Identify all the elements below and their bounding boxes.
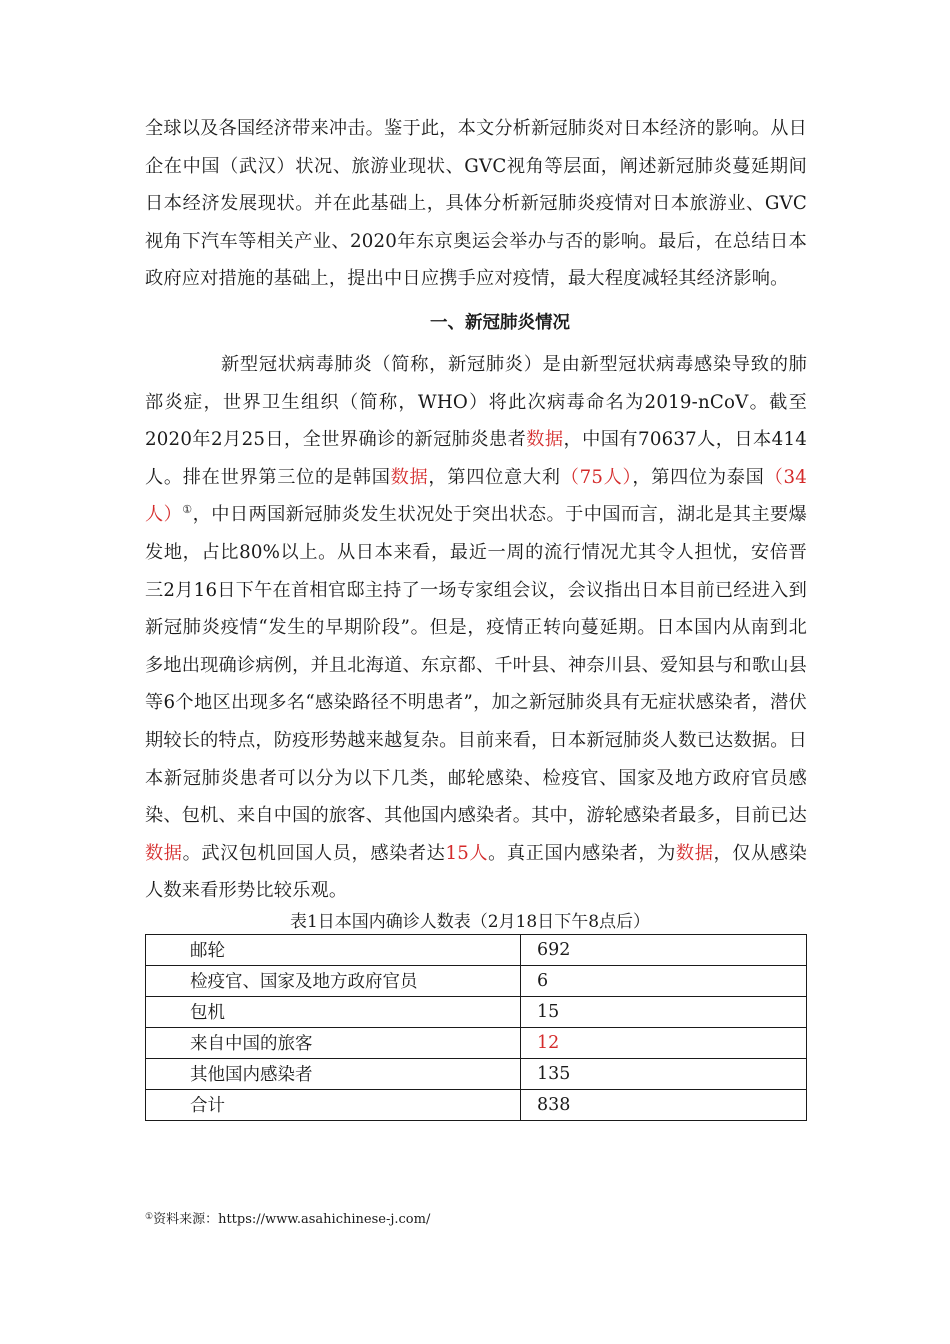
table-row (146, 1058, 807, 1089)
table-row (146, 934, 807, 965)
row-label: 合计 (146, 1089, 521, 1120)
document-page (145, 110, 807, 1121)
highlight-text: （75人） (560, 466, 633, 488)
footnote-reference[interactable]: ① (182, 503, 193, 517)
row-label: 包机 (146, 996, 521, 1027)
body-text: 新型冠状病毒肺炎（简称，新冠肺炎）是由新型冠状病毒感染导致的肺部炎症，世界卫生组织（简称，WHO）将此次病毒命名为2019-nCoV。截至2020年2月25日，全世界确诊的新冠肺炎患者 (145, 353, 807, 451)
highlight-text: 数据 (390, 466, 429, 488)
row-value: 135 (521, 1058, 807, 1089)
highlight-text: （34人） (145, 466, 808, 526)
highlight-text: 数据 (145, 842, 183, 864)
section-body-paragraph (145, 346, 807, 910)
body-text: ，中日两国新冠肺炎发生状况处于突出状态。于中国而言，湖北是其主要爆发地，占比80%以上。从日本来看，最近一周的流行情况尤其令人担忧，安倍晋三2月16日下午在首相官邸主持了一场专家组会议，会议指出日本目前已经进入到新冠肺炎疫情“发生的早期阶段”。但是，疫情正转向蔓延期。日本国内从南到北多地出现确诊病例，并且北海道、东京都、千叶县、神奈川县、爱知县与和歌山县等6个地区出现多名“感染路径不明患者”，加之新冠肺炎具有无症状感染者，潜伏期较长的特点，防疫形势越来越复杂。目前来看，日本新冠肺炎人数已达数据。日本新冠肺炎患者可以分为以下几类，邮轮感染、检疫官、国家及地方政府官员感染、包机、来自中国的旅客、其他国内感染者。其中，游轮感染者最多，目前已达 (145, 504, 808, 827)
highlight-text: 数据 (526, 429, 564, 451)
row-label: 来自中国的旅客 (146, 1027, 521, 1058)
body-text: ，中国有70637人，日本414人。排在世界第三位的是韩国 (145, 429, 807, 488)
row-label: 检疫官、国家及地方政府官员 (146, 965, 521, 996)
footnote-marker: ① (145, 1212, 154, 1222)
body-text: 。真正国内感染者，为 (488, 842, 676, 864)
row-value: 15 (521, 996, 807, 1027)
cases-table (145, 934, 807, 1121)
highlight-text: 15人 (445, 842, 489, 864)
row-value-highlighted: 12 (521, 1027, 807, 1058)
body-text: ，第四位意大利 (428, 466, 561, 488)
table-row (146, 1027, 807, 1058)
row-value: 692 (521, 934, 807, 965)
row-label: 邮轮 (146, 934, 521, 965)
table-row-total (146, 1089, 807, 1120)
table-caption: 表1日本国内确诊人数表（2月18日下午8点后） (289, 911, 651, 932)
row-value: 6 (521, 965, 807, 996)
section-heading: 一、新冠肺炎情况 (430, 312, 570, 333)
body-text: 。武汉包机回国人员，感染者达 (182, 842, 446, 864)
table-row (146, 996, 807, 1027)
table-row (146, 965, 807, 996)
row-label: 其他国内感染者 (146, 1058, 521, 1089)
row-value: 838 (521, 1089, 807, 1120)
body-text: ，仅从感染人数来看形势比较乐观。 (145, 842, 807, 902)
footnote-text: 资料来源：https://www.asahichinese-j.com/ (153, 1212, 431, 1227)
intro-paragraph: 全球以及各国经济带来冲击。鉴于此，本文分析新冠肺炎对日本经济的影响。从日企在中国（武汉）状况、旅游业现状、GVC视角等层面，阐述新冠肺炎蔓延期间日本经济发展现状。并在此基础上，具体分析新冠肺炎疫情对日本旅游业、GVC视角下汽车等相关产业、2020年东京奥运会举办与否的影响。最后，在总结日本政府应对措施的基础上，提出中日应携手应对疫情，最大程度减轻其经济影响。 (145, 118, 807, 290)
body-text: ，第四位为泰国 (632, 466, 765, 488)
highlight-text: 数据 (675, 842, 714, 864)
footnote (145, 1210, 430, 1230)
